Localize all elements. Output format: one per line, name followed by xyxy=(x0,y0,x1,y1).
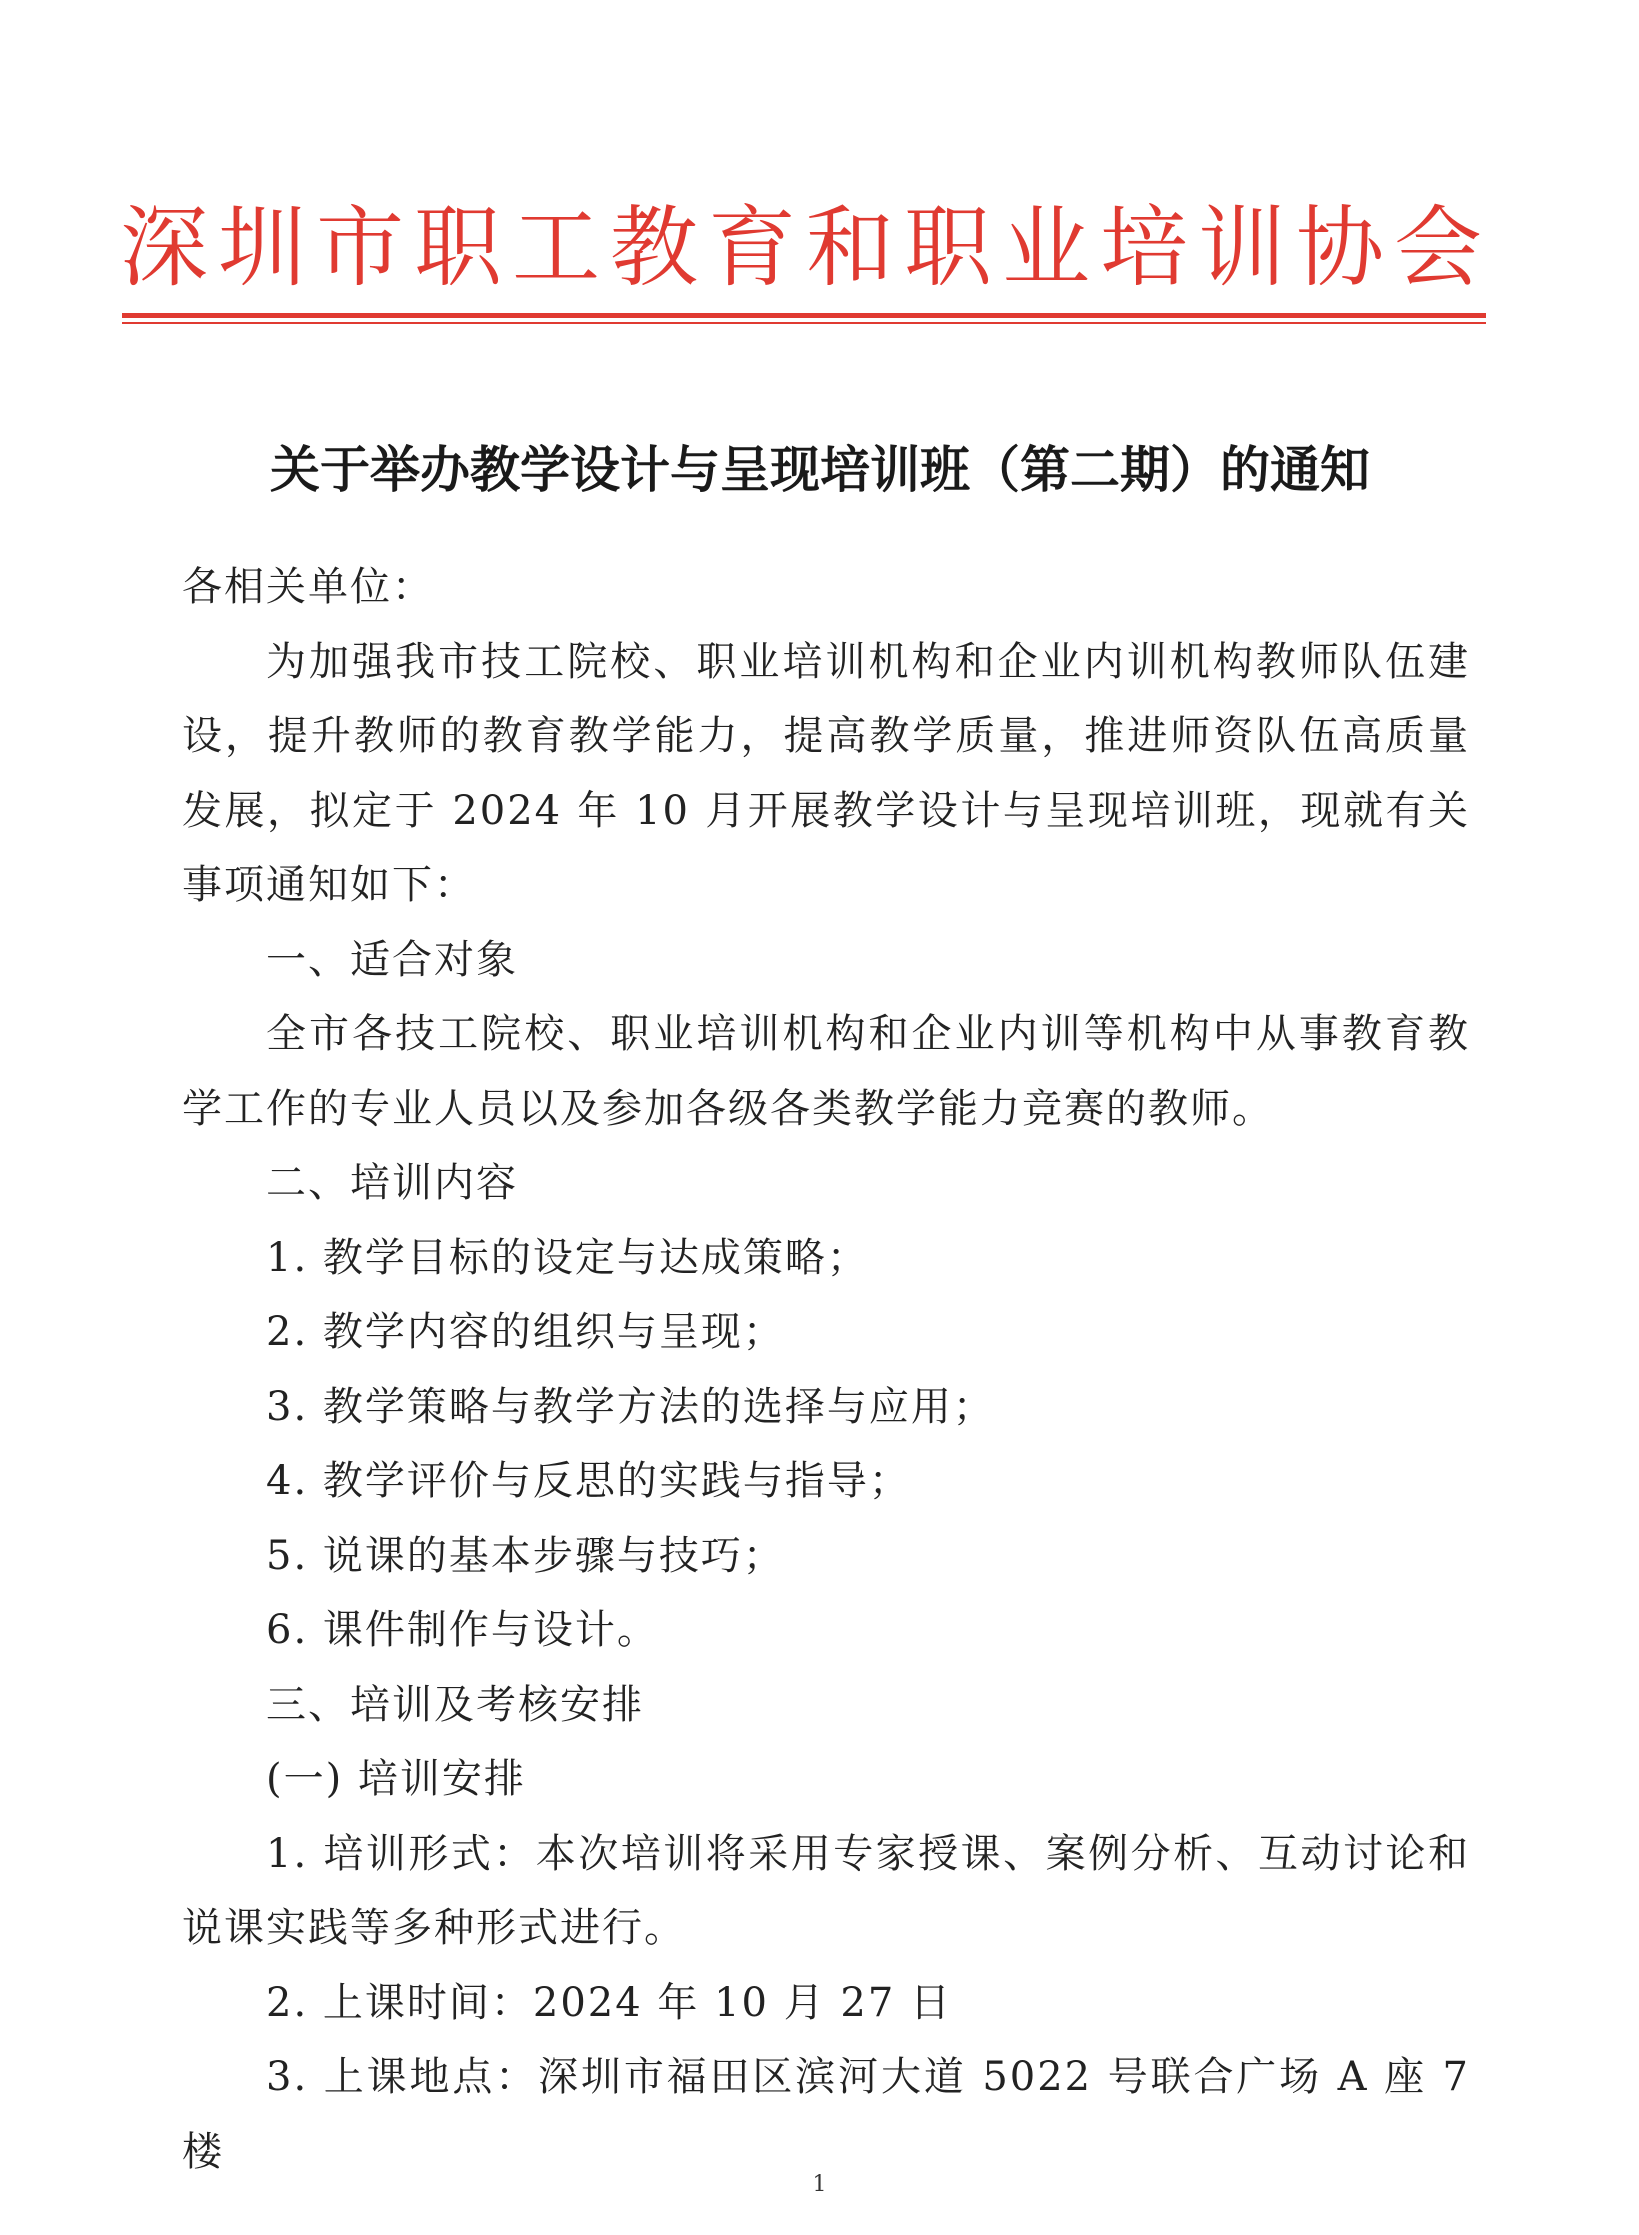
notice-body xyxy=(182,550,1470,2189)
letterhead-rule-thick xyxy=(122,313,1486,318)
section3-subheading: (一) 培训安排 xyxy=(266,1756,526,1802)
section3-heading: 三、培训及考核安排 xyxy=(266,1681,644,1728)
section3-item: 2. 上课时间：2024 年 10 月 27 日 xyxy=(266,1979,953,2026)
section2-item: 2. 教学内容的组织与呈现； xyxy=(266,1309,785,1355)
section1-content: 全市各技工院校、职业培训机构和企业内训等机构中从事教育教学工作的专业人员以及参加各级各类教学能力竞赛的教师。 xyxy=(182,1011,1470,1132)
section2-heading: 二、培训内容 xyxy=(266,1160,518,1206)
section2-item: 5. 说课的基本步骤与技巧； xyxy=(266,1532,785,1579)
intro-paragraph: 为加强我市技工院校、职业培训机构和企业内训机构教师队伍建设，提升教师的教育教学能力，提高教学质量，推进师资队伍高质量发展，拟定于 2024 年 10 月开展教学设计与呈现培训班，现就有关事项通知如下： xyxy=(182,638,1470,908)
section2-item: 3. 教学策略与教学方法的选择与应用； xyxy=(266,1383,995,1430)
letterhead-organization: 深圳市职工教育和职业培训协会 xyxy=(120,196,1493,299)
section2-item: 1. 教学目标的设定与达成策略； xyxy=(266,1234,869,1281)
section3-item: 1. 培训形式：本次培训将采用专家授课、案例分析、互动讨论和说课实践等多种形式进行。 xyxy=(182,1830,1470,1951)
letterhead-rule-thin xyxy=(122,322,1486,324)
salutation: 各相关单位： xyxy=(182,564,434,610)
notice-title: 关于举办教学设计与呈现培训班（第二期）的通知 xyxy=(270,441,1370,499)
page-number: 1 xyxy=(812,2172,827,2197)
section2-item: 4. 教学评价与反思的实践与指导； xyxy=(266,1458,911,1504)
section2-item: 6. 课件制作与设计。 xyxy=(266,1607,659,1653)
section3-item: 3. 上课地点：深圳市福田区滨河大道 5022 号联合广场 A 座 7 楼 xyxy=(182,2054,1470,2175)
section1-heading: 一、适合对象 xyxy=(266,936,518,983)
